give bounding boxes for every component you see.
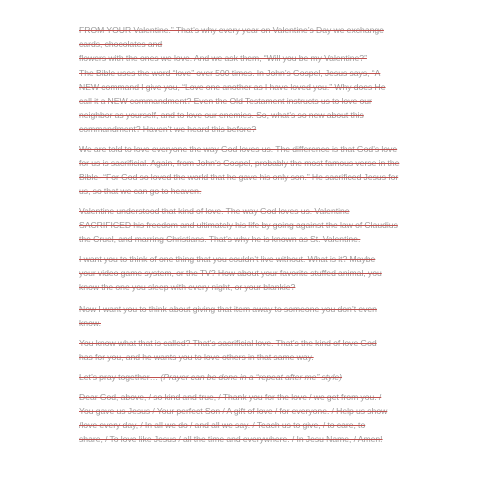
document-page bbox=[79, 23, 424, 452]
paragraph-st-valentine bbox=[79, 204, 424, 246]
text-line: the Cruel, and marring Christians. That’s why he is known as St. Valentine. bbox=[79, 234, 361, 244]
text-line: share, / To love like Jesus / all the time and everywhere. / In Jesu Name, / Amen! bbox=[79, 434, 383, 444]
paragraph-sacrificial-love bbox=[79, 142, 424, 198]
text-line: The Bible uses the word “love” over 500 times. In John’s Gospel, Jesus says, “A bbox=[79, 68, 381, 78]
text-line: cards, chocolates and bbox=[79, 39, 163, 49]
paragraph-think-of-one-thing bbox=[79, 252, 424, 294]
text-line: flowers with the ones we love. And we ask them, “Will you be my Valentine?” bbox=[79, 53, 367, 63]
text-line: us, so that we can go to heaven. bbox=[79, 186, 202, 196]
paragraph-valentine-exchange bbox=[79, 23, 424, 65]
text-line: call it a NEW commandment? Even the Old Testament instructs us to love our bbox=[79, 96, 372, 106]
paragraph-prayer bbox=[79, 390, 424, 446]
prayer-instruction-text: (Prayer can be done in a “repeat after me” style) bbox=[160, 372, 343, 382]
text-line: Bible- “For God so loved the world that he gave his only son.” He sacrificed Jesus for bbox=[79, 172, 399, 182]
text-line: FROM YOUR Valentine.” That’s why every year on Valentine’s Day we exchange bbox=[79, 25, 384, 35]
text-line: Now I want you to think about giving that item away to someone you don’t even bbox=[79, 304, 377, 314]
text-line: SACRIFICED his freedom and ultimately his life by going against the law of Claudius bbox=[79, 220, 398, 230]
text-line: commandment? Haven’t we heard this before? bbox=[79, 124, 257, 134]
text-line: know the one you sleep with every night, or your blankie? bbox=[79, 282, 296, 292]
text-line bbox=[79, 370, 424, 384]
paragraph-bible-love bbox=[79, 66, 424, 136]
text-line: NEW command I give you, “Love one another as I have loved you.” Why does He bbox=[79, 82, 386, 92]
text-line: has for you, and he wants you to love others in that same way. bbox=[79, 352, 314, 362]
text-line: You gave us Jesus / Your perfect Son / A gift of love / for everyone. / Help us show bbox=[79, 406, 388, 416]
text-line: You know what that is called? That’s sacrificial love. That’s the kind of love God bbox=[79, 338, 377, 348]
paragraph-what-is-it-called bbox=[79, 336, 424, 364]
text-line: We are told to love everyone the way God loves us. The difference is that God’s love bbox=[79, 144, 398, 154]
paragraph-pray-together bbox=[79, 370, 424, 384]
text-line: neighbor as yourself, and to love our enemies. So, what’s so new about this bbox=[79, 110, 364, 120]
text-line: I want you to think of one thing that you couldn’t live without. What is it? Maybe bbox=[79, 254, 376, 264]
text-line: know. bbox=[79, 318, 101, 328]
text-line: for us is sacrificial. Again, from John’s Gospel, probably the most famous verse in the bbox=[79, 158, 400, 168]
prayer-lead-text: Let’s pray together… bbox=[79, 372, 161, 382]
text-line: your video game system, or the TV? How about your favorite stuffed animal, you bbox=[79, 268, 382, 278]
text-line: /love every day, / In all we do / and all we say. / Teach us to give, / to care, to bbox=[79, 420, 366, 430]
text-line: Valentine understood that kind of love. The way God loves us. Valentine bbox=[79, 206, 350, 216]
text-line: Dear God, above, / so kind and true, / Thank you for the love / we get from you. / bbox=[79, 392, 382, 402]
paragraph-giving-away bbox=[79, 302, 424, 330]
